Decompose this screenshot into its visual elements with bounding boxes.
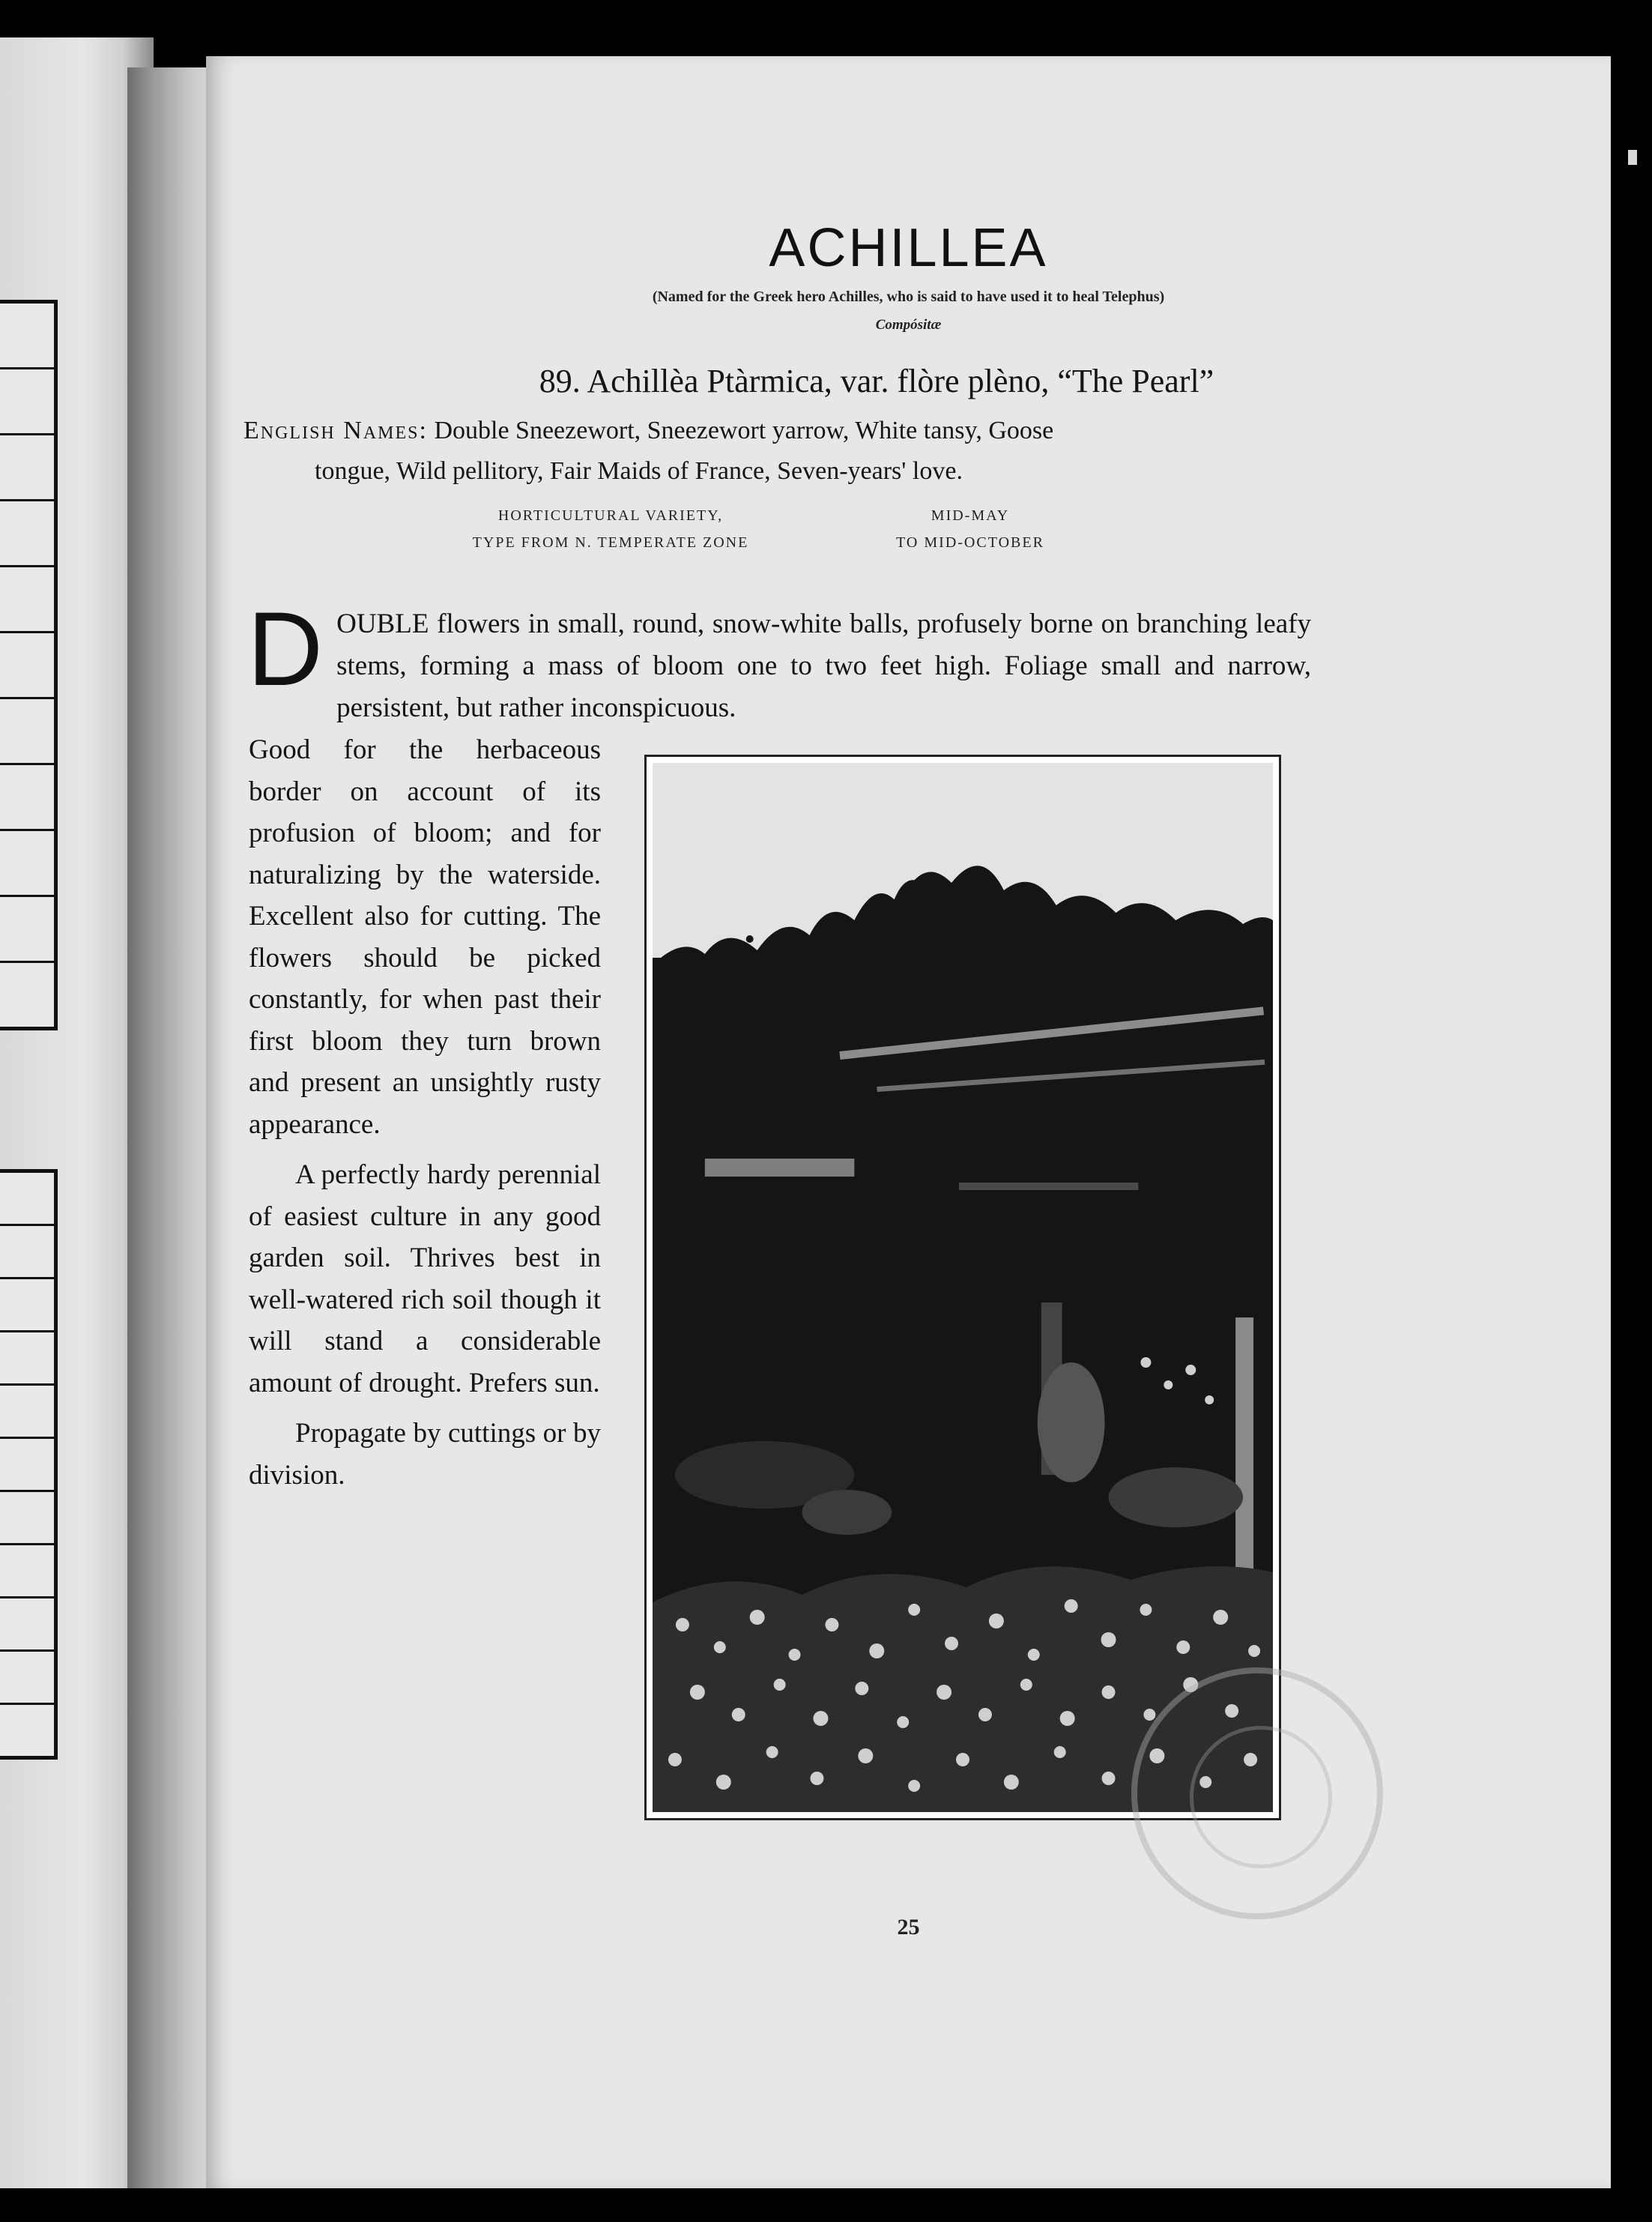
variety-line-2: TYPE FROM N. TEMPERATE ZONE	[472, 534, 749, 551]
garden-photograph	[644, 755, 1281, 1820]
page-number: 25	[897, 1915, 920, 1939]
english-names-line-1: Double Sneezewort, Sneezewort yarrow, White tansy, Goose	[434, 417, 1054, 444]
variety-line-1: HORTICULTURAL VARIETY,	[497, 507, 724, 524]
intro-paragraph	[247, 590, 1311, 729]
english-names-line-2: tongue, Wild pellitory, Fair Maids of France, Seven-years' love.	[315, 457, 963, 485]
intro-text: OUBLE flowers in small, round, snow-white balls, profusely borne on branching leafy stems, forming a mass of bloom one to two feet high. Foliage small and narrow, persistent, but rather inconspicuous.	[336, 609, 1311, 723]
plant-family: Compósitæ	[875, 317, 942, 333]
drop-cap: D	[247, 590, 324, 707]
paragraph-propagation: Propagate by cuttings or by division.	[249, 1418, 601, 1491]
text-column	[249, 729, 601, 1496]
name-origin-note: (Named for the Greek hero Achilles, who is said to have used it to heal Telephus)	[652, 289, 1165, 305]
garden-photo-image	[653, 763, 1273, 1812]
bloom-line-2: TO MID-OCTOBER	[896, 534, 1044, 551]
facing-page-form-top	[0, 300, 58, 1030]
page-title: ACHILLEA	[769, 218, 1048, 278]
edge-fleck	[1628, 150, 1637, 165]
english-names	[243, 411, 1307, 492]
book-page	[206, 56, 1611, 2188]
library-stamp	[1131, 1667, 1383, 1919]
english-names-label: English Names:	[243, 417, 428, 444]
bloom-line-1: MID-MAY	[931, 507, 1010, 524]
paragraph-culture: A perfectly hardy perennial of easiest culture in any good garden soil. Thrives best in well-watered rich soil though it will stand a considerable amount of drought. Prefers sun.	[249, 1159, 601, 1398]
paragraph-uses: Good for the herbaceous border on account of its profusion of bloom; and for naturalizing by the waterside. Excellent also for cutting. The flowers should be picked constantly, for when past their first bloom they turn brown and present an unsightly rusty appearance.	[249, 734, 601, 1140]
bloom-period	[850, 502, 1090, 556]
species-heading: 89. Achillèa Ptàrmica, var. flòre plèno, “The Pearl”	[539, 363, 1214, 399]
variety-info	[416, 502, 805, 556]
facing-page-form-bottom	[0, 1169, 58, 1760]
